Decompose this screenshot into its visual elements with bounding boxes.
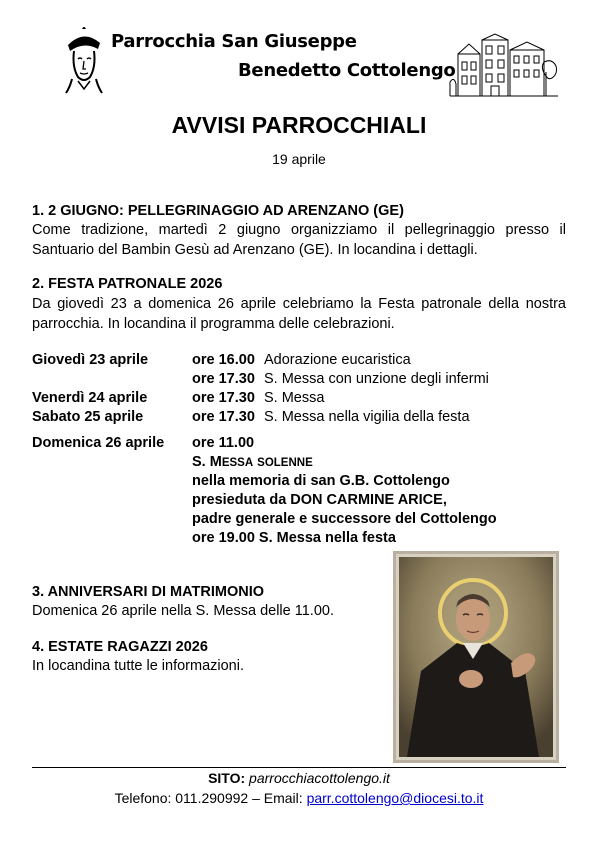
site-label: SITO: [208, 770, 246, 786]
church-building-sketch-icon [448, 32, 560, 98]
date-label: 19 aprile [272, 151, 326, 167]
schedule-detail: padre generale e successore del Cottolengo [192, 511, 497, 527]
phone-text: Telefono: 011.290992 – Email: [114, 790, 303, 806]
footer-divider [32, 767, 566, 768]
schedule-detail: nella memoria di san G.B. Cottolengo [192, 473, 450, 489]
schedule-time: ore 11.00 [192, 435, 255, 451]
schedule-time: ore 16.00 [192, 352, 255, 368]
schedule-detail: presieduta da DON CARMINE ARICE, [192, 492, 447, 508]
solemn-mass-label: S. MESSA SOLENNE [192, 454, 313, 470]
footer-contact [0, 790, 598, 806]
schedule-time: ore 17.30 [192, 390, 255, 406]
schedule-event: S. Messa nella vigilia della festa [264, 409, 470, 425]
section-2-heading: 2. FESTA PATRONALE 2026 [32, 276, 223, 292]
saint-portrait-logo-icon [62, 27, 106, 95]
schedule-day-thursday: Giovedì 23 aprile [32, 352, 149, 368]
schedule-event: Adorazione eucaristica [264, 352, 411, 368]
festival-schedule [32, 351, 566, 551]
section-2-text: Da giovedì 23 a domenica 26 aprile celebriamo la Festa patronale della nostra parrocchia. In locandina il programma delle celebrazioni. [32, 296, 566, 332]
schedule-day-sunday: Domenica 26 aprile [32, 435, 165, 451]
schedule-time: ore 17.30 [192, 409, 255, 425]
schedule-time: ore 17.30 [192, 371, 255, 387]
parish-name-line2: Benedetto Cottolengo [238, 60, 456, 81]
section-3-heading: 3. ANNIVERSARI DI MATRIMONIO [32, 584, 265, 600]
section-3-text: Domenica 26 aprile nella S. Messa delle 11.00. [32, 603, 334, 619]
schedule-event: S. Messa [264, 390, 325, 406]
page-title: AVVISI PARROCCHIALI [171, 112, 427, 138]
saint-painting-image [393, 551, 559, 763]
parish-name-line1: Parrocchia San Giuseppe [111, 31, 357, 52]
schedule-day-friday: Venerdì 24 aprile [32, 390, 148, 406]
schedule-detail: ore 19.00 S. Messa nella festa [192, 530, 396, 546]
section-1-heading: 1. 2 GIUGNO: PELLEGRINAGGIO AD ARENZANO (GE) [32, 203, 404, 219]
schedule-event: S. Messa con unzione degli infermi [264, 371, 489, 387]
site-link[interactable]: parrocchiacottolengo.it [249, 770, 390, 786]
section-1-text: Come tradizione, martedì 2 giugno organizziamo il pellegrinaggio presso il Santuario del Bambin Gesù ad Arenzano (GE). In locandina i dettagli. [32, 222, 566, 258]
footer-site [0, 770, 598, 786]
schedule-day-saturday: Sabato 25 aprile [32, 409, 144, 425]
section-4-heading: 4. ESTATE RAGAZZI 2026 [32, 639, 208, 655]
section-4-text: In locandina tutte le informazioni. [32, 658, 244, 674]
email-link[interactable]: parr.cottolengo@diocesi.to.it [306, 790, 484, 806]
